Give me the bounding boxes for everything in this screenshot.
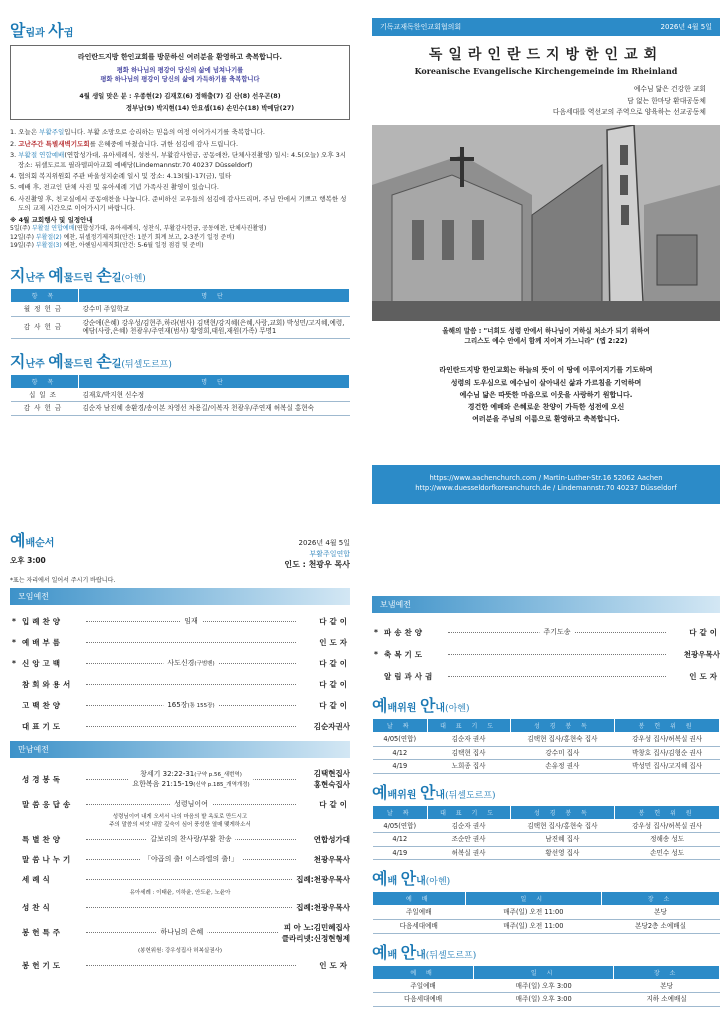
order-item (10, 695, 350, 716)
offering-title-aachen: 지난주 예물드린 손길(아헨) (10, 266, 146, 286)
section-sending: 보냄예전 (372, 596, 720, 613)
leader-dots (86, 726, 296, 727)
order-item (10, 674, 350, 695)
table-row (373, 819, 720, 833)
offering-title-duesseldorf: 지난주 예물드린 손길(뒤셀도르프) (10, 351, 172, 371)
table-row (373, 993, 720, 1007)
church-building-image (372, 125, 720, 321)
table-cell: 박창호 집사/김형순 권사 (615, 746, 720, 760)
order-content: 하나님의 은혜 (156, 927, 207, 937)
order-item (10, 794, 350, 814)
order-leader: 피 아 노:김민혜집사 클라리넷:신정현형제 (281, 922, 350, 943)
committee-table-aachen (372, 718, 720, 774)
welcome-line: 라인란드지방 한인교회를 방문하신 여러분을 환영하고 축복합니다. (77, 53, 283, 61)
header-band (372, 18, 720, 36)
order-leader: 인도자 (319, 961, 350, 971)
aachen-contact[interactable]: https://www.aachenchurch.com / Martin-Luther-Str.16 52062 Aachen (429, 473, 663, 482)
table-cell: 본당 (602, 906, 720, 920)
news-item: 6. 사진촬영 후, 친교실에서 공동애찬을 나눕니다. 준비하신 교우들의 섬김에 감사드리며, 주님 안에서 기쁘고 행복한 성도의 교제 시간으로 이어가시기 바랍니다. (10, 194, 347, 213)
order-label: 대표기도 (22, 722, 63, 731)
schedule-item: 5일(주) 부활절 연합예배(연합성가대, 유아세례식, 성찬식, 부활감사헌금, 공동애찬, 단체사진촬영) (10, 225, 267, 233)
duesseldorf-contact[interactable]: http://www.duesseldorfkoreanchurch.de / Lindemannstr.70 40237 Düsseldorf (415, 484, 677, 493)
table-row (11, 388, 350, 402)
order-label: 성찬식 (22, 903, 53, 913)
order-label: 파송찬양 (384, 627, 425, 637)
table-cell: 강우성 집사/허복실 권사 (615, 819, 720, 833)
motto: 다음세대를 역선교의 주역으로 양육하는 선교공동체 (552, 108, 706, 117)
order-label: 알림과사귐 (384, 671, 436, 681)
table-cell: 매주(일) 오후 3:00 (474, 993, 614, 1007)
prayer-line: 경건한 예배와 은혜로운 찬양이 가득한 성전에 오신 (467, 403, 625, 412)
order-label: 고백찬양 (22, 701, 63, 710)
table-cell: 지하 소예배실 (614, 993, 720, 1007)
service-guide-table-aachen (372, 891, 720, 933)
leader-dots (86, 684, 296, 685)
offering-names: 김순자 남진혜 송환경/송이본 차영선 차용길/이복자 천광우/주연재 허복실 홍현숙 (79, 402, 350, 416)
news-item: 1. 오늘은 부활주일입니다. 부활 소망으로 승리하는 믿음의 여정 이어가시기를 축복합니다. (10, 128, 265, 137)
table-header-row (11, 374, 350, 388)
order-leader: 다같이 (319, 680, 350, 689)
bulletin-date: 2026년 4월 5일 (660, 23, 712, 31)
birthday-line: 정부남(9) 박지현(14) 안요셉(16) 손민수(18) 박예담(27) (125, 104, 295, 112)
order-leader: 김택현집사 홍현숙집사 (313, 769, 350, 789)
order-leader: 집례:천광우목사 (296, 875, 350, 885)
table-cell: 매주(일) 오후 3:00 (474, 979, 614, 993)
order-item (10, 716, 350, 737)
leader-dots (448, 627, 666, 636)
motto: 담 없는 한마당 환대공동체 (627, 96, 706, 105)
table-cell: 주일예배 (373, 906, 466, 920)
order-leader: 다같이 (319, 701, 350, 710)
order-content: 165장(통 155장) (163, 700, 218, 710)
leader-dots (86, 879, 292, 880)
year-verse: 올해의 말씀 : "너희도 성령 안에서 하나님이 거하실 처소가 되기 위하여 그리스도 예수 안에서 함께 지어져 가느니라" (엡 2:22) (442, 326, 650, 345)
offering-type: 감사헌금 (11, 316, 79, 338)
council-name: 기독교재독한인교회협의회 (380, 23, 462, 31)
table-cell: 김택현 집사 (427, 746, 510, 760)
order-item (10, 611, 350, 632)
order-item (10, 918, 350, 948)
church-prayer (372, 364, 720, 425)
table-cell: 남진혜 집사 (510, 833, 615, 847)
stand-mark: * (12, 617, 16, 626)
order-item (10, 653, 350, 674)
service-time: 오후 3:00 (10, 556, 46, 565)
table-cell: 황선영 집사 (510, 846, 615, 860)
order-label: 입례찬양 (22, 617, 63, 626)
order-label: 봉헌특주 (22, 928, 63, 938)
order-leader: 김순자권사 (313, 722, 350, 731)
order-title: 예배순서 (10, 531, 55, 550)
stand-mark: * (12, 638, 16, 647)
schedule-item: 12일(주) 부활절(2) 예찬, 뒤셀정기제직회(안건: 1분기 회계 보고, 2-3분기 일정 준비) (10, 233, 235, 241)
table-cell: 주일예배 (373, 979, 474, 993)
order-content: 갈보리의 찬사랑/부활 찬송 (146, 834, 235, 844)
order-item (10, 956, 350, 976)
offering-type: 월정헌금 (11, 303, 79, 317)
table-row (11, 402, 350, 416)
news-item: 5. 예배 후, 전교인 단체 사진 및 유아세례 기념 가족사진 촬영이 있습니다. (10, 183, 219, 192)
column-header: 성 경 봉 독 (510, 719, 615, 733)
order-label: 참회와용서 (22, 680, 74, 689)
table-row (373, 833, 720, 847)
prayer-line: 여러분을 주님의 이름으로 환영하고 축복합니다. (472, 415, 620, 424)
offering-table-aachen (10, 288, 350, 339)
order-content: 주기도송 (539, 627, 574, 637)
table-cell: 다음세대예배 (373, 993, 474, 1007)
prayer-line: 예수님 닮은 따뜻한 마음으로 이웃을 사랑하기 원합니다. (459, 390, 633, 399)
table-cell: 본당2층 소예배실 (602, 919, 720, 933)
order-leader: 다같이 (319, 799, 350, 809)
table-header-row (11, 289, 350, 303)
column-header: 날 짜 (373, 719, 428, 733)
service-name: 부활주일연합 (309, 549, 350, 558)
table-cell: 박성민 집사/고지혜 집사 (615, 760, 720, 774)
leader-dots (86, 965, 296, 966)
column-header: 봉 헌 위 원 (615, 719, 720, 733)
prayer-line: 성령의 도우심으로 예수님이 살아내신 삶과 가르침을 기억하며 (450, 378, 642, 387)
stand-mark: * (374, 627, 378, 637)
order-leader: 인도자 (319, 638, 350, 647)
column-header: 대 표 기 도 (427, 805, 510, 819)
order-item (10, 870, 350, 890)
schedule-header: ※ 4월 교회행사 및 일정안내 (10, 215, 93, 224)
order-note: 유아세례 : 이태윤, 이하윤, 안도윤, 노윤아 (129, 889, 231, 896)
table-cell: 노희종 집사 (427, 760, 510, 774)
offering-names: 강수미 주일학교 (79, 303, 350, 317)
order-leader: 집례:천광우목사 (296, 903, 350, 913)
table-cell: 4/12 (373, 746, 428, 760)
order-note: 성령님이여 내게 오셔서 나의 마음의 밭 옥토로 만드시고 주의 말씀의 씨앗 내맘 깊숙이 심어 풍성한 열매 맺게하소서 (109, 814, 251, 828)
table-header-row (373, 719, 720, 733)
offering-names: 강순애(은혜) 강우성/김현주,하라(범사) 김택현/강지혜(은혜,사랑,교회) 박성민/고지혜,예령,예담(사랑,은혜) 천광우/주연재(범사) 황영희,태원,재원(가족) 무명1 (79, 316, 350, 338)
service-guide-title-aachen: 예배 안내(아헨) (372, 869, 451, 889)
order-label: 신앙고백 (22, 659, 63, 668)
column-header: 명 단 (79, 374, 350, 388)
order-label: 세례식 (22, 875, 53, 885)
offering-type: 십일조 (11, 388, 79, 402)
table-row (373, 733, 720, 747)
table-header-row (373, 805, 720, 819)
news-item: 2. 고난주간 특별새벽기도회를 은혜중에 마쳤습니다. 귀한 섬김에 감사 드립니다. (10, 139, 239, 148)
news-title: 알림과 사귐 (10, 21, 74, 40)
order-item (10, 830, 350, 850)
table-row (11, 303, 350, 317)
leader-dots (86, 659, 296, 667)
table-row (373, 906, 720, 920)
church-subtitle: Koreanische Evangelische Kirchengemeinde im Rheinland (414, 66, 678, 76)
table-cell: 4/12 (373, 833, 428, 847)
order-leader: 인도자 (689, 671, 720, 681)
church-photo (372, 125, 720, 321)
table-cell: 손민수 성도 (615, 846, 720, 860)
order-item (372, 621, 720, 643)
column-header: 일 시 (465, 892, 602, 906)
blessing-line: 평화 하나님의 평강이 당신의 삶에 가득하기를 축복합니다 (100, 75, 260, 83)
table-cell: 4/05(연합) (373, 733, 428, 747)
order-leader: 천광우목사 (313, 855, 350, 865)
order-item (372, 643, 720, 665)
order-leader: 다같이 (319, 659, 350, 668)
table-cell: 강수미 집사 (510, 746, 615, 760)
leader-dots (448, 676, 666, 677)
offering-type: 감사헌금 (11, 402, 79, 416)
leader-dots (86, 769, 296, 788)
sending-panel (372, 596, 720, 1022)
order-header (10, 528, 350, 571)
table-cell: 다음세대예배 (373, 919, 466, 933)
welcome-box (10, 45, 350, 120)
cover-panel (372, 18, 720, 504)
table-cell: 4/05(연합) (373, 819, 428, 833)
leader-dots (86, 855, 296, 864)
table-cell: 허복실 권사 (427, 846, 510, 860)
column-header: 일 시 (474, 965, 614, 979)
order-label: 성경봉독 (22, 774, 63, 784)
table-cell: 본당 (614, 979, 720, 993)
order-content: 사도신경(구범벤) (163, 658, 218, 668)
table-row (373, 746, 720, 760)
birthday-line: 4월 생일 맞은 분 : 우종현(2) 김재호(6) 정해출(7) 김 산(8) 선우곤(8) (79, 93, 281, 101)
standing-notice: *표는 자리에서 일어서 주시기 바랍니다. (10, 577, 116, 584)
contact-footer (372, 465, 720, 504)
order-leader: 연합성가대 (313, 835, 350, 845)
schedule-item: 19일(주) 부활절(3) 예찬, 아헨임시제직회(안건: 5-6월 일정 점검 및 준비) (10, 242, 204, 250)
section-gathering: 모임예전 (10, 588, 350, 605)
leader-dots (86, 799, 296, 808)
column-header: 봉 헌 위 원 (615, 805, 720, 819)
table-cell: 4/19 (373, 846, 428, 860)
order-label: 봉헌기도 (22, 961, 63, 971)
order-note: (봉헌위원: 강우성집사 허복실권사) (137, 947, 223, 954)
leader-dots (86, 928, 278, 937)
motto: 예수님 닮은 건강한 교회 (633, 85, 706, 93)
leader-dots (448, 654, 666, 655)
order-item (10, 632, 350, 653)
table-cell: 김순자 권사 (427, 733, 510, 747)
column-header: 장 소 (614, 965, 720, 979)
leader-dots (86, 617, 296, 625)
committee-title-aachen: 예배위원 안내(아헨) (372, 696, 470, 715)
order-label: 축복기도 (384, 649, 425, 659)
service-date: 2026년 4월 5일 (298, 539, 350, 547)
table-cell: 김택현 집사/홍현숙 집사 (510, 819, 615, 833)
order-label: 말씀나누기 (22, 855, 74, 865)
table-cell: 매주(일) 오전 11:00 (465, 906, 602, 920)
table-cell: 조순안 권사 (427, 833, 510, 847)
leader-dots (86, 835, 296, 844)
order-content: 창세기 32:22-31(구약 p.56_새번역) 요한복음 21:15-19(신약 p.185_개역개정) (128, 769, 253, 789)
leader-dots (86, 701, 296, 709)
table-cell: 4/19 (373, 760, 428, 774)
news-item: 3. 부활절 연합예배(연합성가대, 유아세례식, 성찬식, 부활감사헌금, 공동애찬, 단체사진촬영) 일시: 4.5(오늘) 오후 3시 장소: 뒤셀도르프 필라델피아교회 예배당(Lindemannstr.70 40237 Düsseldorf) (10, 151, 347, 169)
column-header: 대 표 기 도 (427, 719, 510, 733)
committee-title-duesseldorf: 예배위원 안내(뒤셀도르프) (372, 782, 496, 802)
table-cell: 김택현 집사/홍현숙 집사 (510, 733, 615, 747)
leader-dots (86, 642, 296, 643)
stand-mark: * (374, 649, 378, 659)
order-leader: 다같이 (319, 617, 350, 626)
table-row (373, 919, 720, 933)
schedule (10, 216, 350, 251)
committee-table-duesseldorf (372, 805, 720, 861)
order-label: 예배부름 (22, 638, 63, 647)
order-content: 「야곱의 출! 이스라엘의 출!」 (140, 854, 242, 864)
order-item (372, 665, 720, 687)
table-cell: 김순자 권사 (427, 819, 510, 833)
leader-dots (86, 907, 292, 908)
table-cell: 매주(일) 오전 11:00 (465, 919, 602, 933)
table-header-row (373, 965, 720, 979)
column-header: 날 짜 (373, 805, 428, 819)
order-leader: 다같이 (689, 627, 720, 637)
column-header: 명 단 (79, 289, 350, 303)
order-item (10, 764, 350, 794)
table-cell: 강우성 집사/허복실 권사 (615, 733, 720, 747)
column-header: 항 목 (11, 374, 79, 388)
table-cell: 정해송 성도 (615, 833, 720, 847)
order-of-service-panel (10, 528, 350, 1022)
blessing-line: 평화 하나님의 평강이 당신의 삶에 넘쳐나기를 (116, 66, 244, 74)
column-header: 성 경 봉 독 (510, 805, 615, 819)
column-header: 항 목 (11, 289, 79, 303)
service-guide-title-duesseldorf: 예배 안내(뒤셀도르프) (372, 942, 477, 962)
order-item (10, 898, 350, 918)
service-leader: 인도 : 천광우 목사 (284, 560, 350, 569)
service-guide-table-duesseldorf (372, 965, 720, 1007)
offering-table-duesseldorf (10, 374, 350, 416)
news-item: 4. 협의회 복지위원회 주관 바울성지순례 일시 및 장소: 4.13(월)-17(금), 밀타 (10, 171, 232, 180)
mottos (372, 84, 720, 119)
news-panel (10, 18, 350, 506)
table-row (373, 760, 720, 774)
section-encounter: 만남예전 (10, 741, 350, 758)
order-item (10, 850, 350, 870)
table-row (373, 846, 720, 860)
table-row (11, 316, 350, 338)
order-leader: 천광우목사 (683, 649, 720, 659)
order-label: 말씀응답송 (22, 799, 74, 809)
order-content: 성령님이여 (170, 799, 212, 809)
stand-mark: * (12, 659, 16, 668)
column-header: 예 배 (373, 892, 466, 906)
order-label: 특별찬양 (22, 835, 63, 845)
church-title: 독일라인란드지방한인교회 (428, 47, 664, 63)
news-list (10, 128, 350, 213)
column-header: 예 배 (373, 965, 474, 979)
table-cell: 손유정 권사 (510, 760, 615, 774)
column-header: 장 소 (602, 892, 720, 906)
offering-names: 김재호/박지현 신수정 (79, 388, 350, 402)
order-content: 임재 (180, 616, 202, 626)
prayer-line: 라인란드지방 한인교회는 하늘의 뜻이 이 땅에 이루어지기를 기도하며 (439, 366, 653, 375)
table-row (373, 979, 720, 993)
table-header-row (373, 892, 720, 906)
